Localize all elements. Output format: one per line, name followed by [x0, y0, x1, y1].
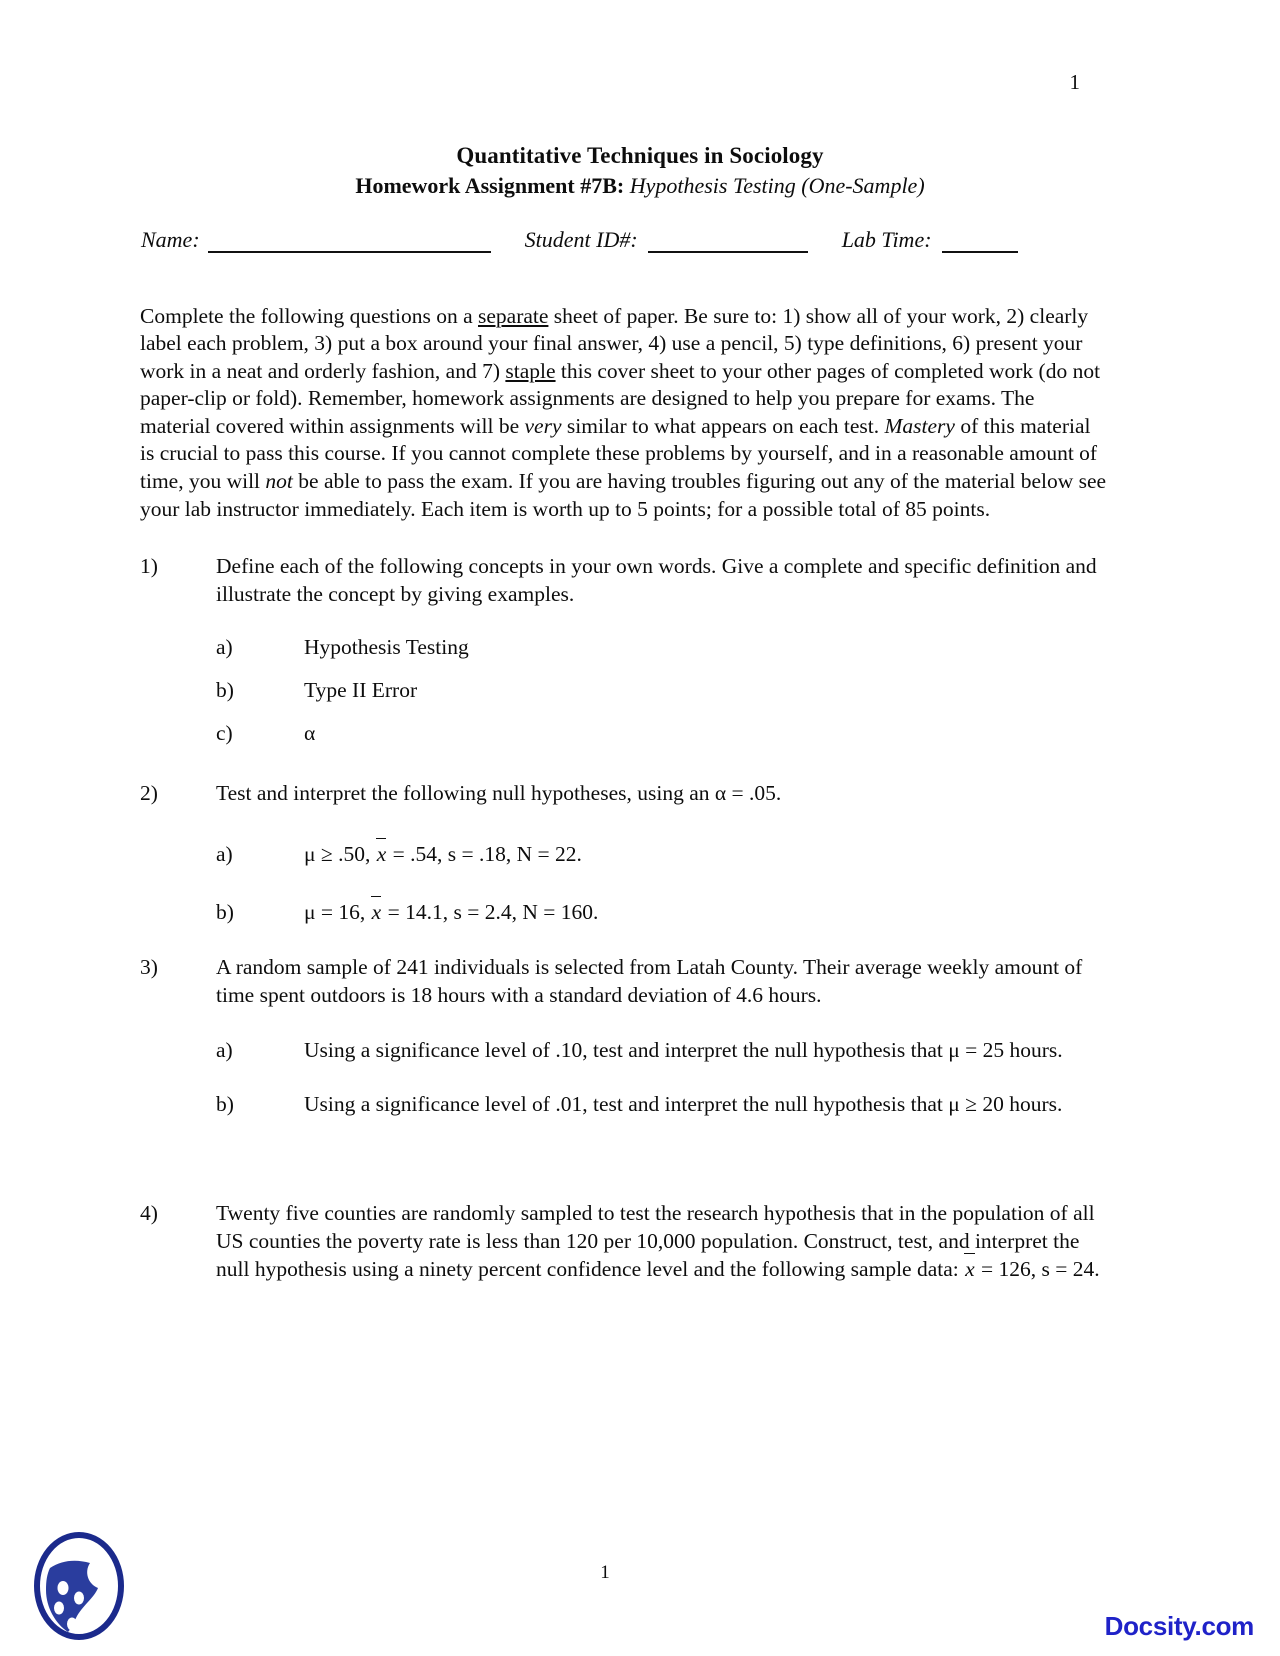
- question-4-text: [216, 1199, 1108, 1283]
- intro-part-6: be able to pass the exam. If you are having troubles figuring out any of the material below see your lab instructor immediately. Each item is worth up to 5 points; for a possible total of 85 points.: [140, 469, 1107, 521]
- student-id-input[interactable]: [648, 232, 808, 253]
- question-2: [140, 779, 1108, 926]
- question-3-number: 3): [140, 955, 158, 979]
- intro-underline-staple: staple: [505, 358, 556, 383]
- course-title: Quantitative Techniques in Sociology: [456, 143, 824, 168]
- question-3-text: A random sample of 241 individuals is selected from Latah County. Their average weekly amount of time spent outdoors is 18 hours with a standard deviation of 4.6 hours.: [216, 955, 1083, 1007]
- question-1a-letter: a): [216, 635, 233, 659]
- question-1c: [216, 719, 1108, 747]
- question-2a-text: [282, 840, 1108, 868]
- question-3a: [216, 1036, 1108, 1064]
- question-1b: [216, 676, 1108, 704]
- question-1: [140, 552, 1108, 747]
- x-bar-symbol: x: [371, 900, 382, 924]
- question-1b-text: Type II Error: [304, 678, 418, 702]
- question-2a: [216, 840, 1108, 868]
- name-input[interactable]: [208, 232, 491, 253]
- question-1a: [216, 633, 1108, 661]
- assignment-number: Homework Assignment #7B:: [355, 173, 625, 198]
- question-4-post: = 126, s = 24.: [975, 1257, 1100, 1281]
- question-1a-text: Hypothesis Testing: [304, 635, 469, 659]
- student-id-label: Student ID#:: [524, 227, 638, 252]
- intro-part-1: Complete the following questions on a: [140, 303, 478, 328]
- question-3: [140, 953, 1108, 1118]
- question-3b: [216, 1090, 1108, 1118]
- question-3b-letter: b): [216, 1092, 234, 1116]
- intro-part-4: similar to what appears on each test.: [561, 413, 885, 438]
- question-2b-text: [282, 898, 1108, 926]
- question-2b-post: = 14.1, s = 2.4, N = 160.: [382, 900, 599, 924]
- docsity-brand-text[interactable]: Docsity.com: [1104, 1611, 1254, 1641]
- name-label: Name:: [141, 227, 200, 252]
- question-1-text: Define each of the following concepts in your own words. Give a complete and specific definition and illustrate the concept by giving examples.: [216, 554, 1097, 606]
- intro-part-3: this cover sheet to your other pages of completed work (do not paper-clip or fold). Remember, homework assignments are designed to help you prepare for exams. The material covered within assignments will be: [140, 358, 1101, 438]
- question-1b-letter: b): [216, 678, 234, 702]
- question-2a-letter: a): [216, 842, 233, 866]
- docsity-cookie-logo-icon: [32, 1532, 126, 1640]
- question-3b-text: Using a significance level of .01, test and interpret the null hypothesis that μ ≥ 20 hours.: [304, 1092, 1063, 1116]
- question-2a-post: = .54, s = .18, N = 22.: [387, 842, 582, 866]
- question-2-text: Test and interpret the following null hypotheses, using an α = .05.: [216, 781, 782, 805]
- question-2b-pre: μ = 16,: [304, 900, 371, 924]
- question-1-number: 1): [140, 554, 158, 578]
- question-3a-letter: a): [216, 1038, 233, 1062]
- question-4: [140, 1199, 1108, 1283]
- lab-time-label: Lab Time:: [841, 227, 932, 252]
- intro-italic-very: very: [524, 413, 562, 438]
- intro-part-2: sheet of paper. Be sure to: 1) show all of your work, 2) clearly label each problem, 3) put a box around your final answer, 4) use a pencil, 5) type definitions, 6) present your work in a neat and orderly fashion, and 7): [140, 303, 1089, 383]
- title-block: [140, 142, 1140, 200]
- question-3a-text: Using a significance level of .10, test and interpret the null hypothesis that μ = 25 hours.: [304, 1038, 1063, 1062]
- page-number-bottom: 1: [600, 1562, 610, 1583]
- intro-italic-mastery: Mastery: [884, 413, 955, 438]
- instructions-paragraph: [140, 303, 1108, 524]
- question-2b: [216, 898, 1108, 926]
- intro-italic-not: not: [265, 469, 293, 494]
- lab-time-input[interactable]: [942, 232, 1018, 253]
- question-1c-letter: c): [216, 721, 233, 745]
- x-bar-symbol: x: [965, 1257, 975, 1281]
- assignment-title: [140, 172, 1140, 200]
- assignment-subtitle: Hypothesis Testing (One-Sample): [629, 173, 925, 198]
- intro-part-5: of this material is crucial to pass this course. If you cannot complete these problems by yourself, and in a reasonable amount of time, you will: [140, 413, 1098, 494]
- student-info-row: [141, 225, 1061, 253]
- intro-underline-separate: separate: [478, 303, 549, 328]
- question-2b-letter: b): [216, 900, 234, 924]
- question-2a-pre: μ ≥ .50,: [304, 842, 376, 866]
- question-4-number: 4): [140, 1201, 158, 1225]
- page-number-top: 1: [1069, 70, 1080, 94]
- question-1c-text: α: [304, 721, 316, 745]
- question-4-pre: Twenty five counties are randomly sampled to test the research hypothesis that in the population of all US counties the poverty rate is less than 120 per 10,000 population. Construct, test, and interpret the null hypothesis using a ninety percent confidence level and the following sample data:: [216, 1201, 1095, 1281]
- question-2-number: 2): [140, 781, 158, 805]
- x-bar-symbol: x: [376, 842, 387, 866]
